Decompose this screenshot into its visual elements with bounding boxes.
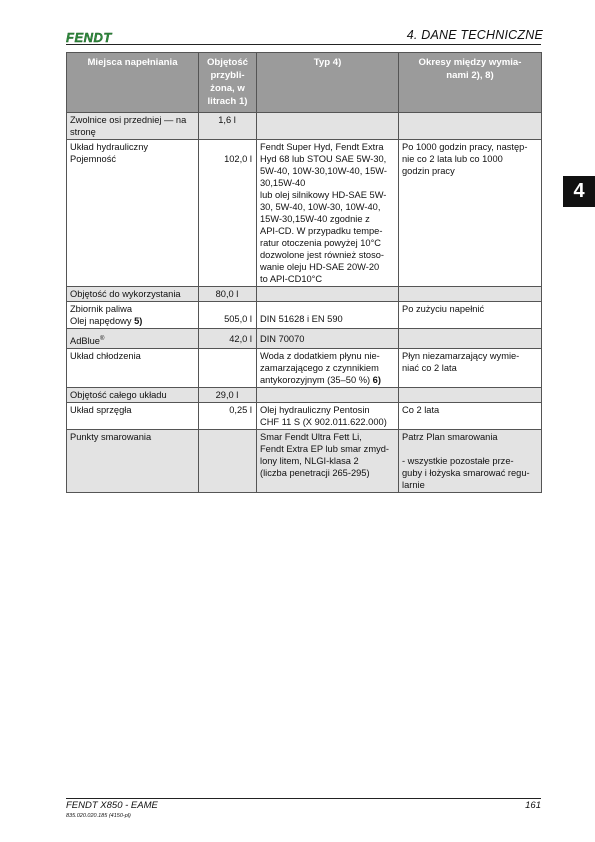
footer-model: FENDT X850 - EAME — [66, 800, 158, 811]
table-row — [67, 403, 542, 430]
logo-text: FENDT — [66, 30, 112, 44]
cell-type — [257, 349, 399, 388]
cell-place: Układ chłodzenia — [67, 349, 199, 388]
header-type: Typ 4) — [257, 53, 399, 113]
table-row — [67, 430, 542, 493]
cell-place: Zwolnice osi przedniej — na stronę — [67, 113, 199, 140]
cell-interval: Patrz Plan smarowania - wszystkie pozostałe prze- guby i łożyska smarować regu- larnie — [399, 430, 542, 493]
table-row — [67, 302, 542, 329]
cell-type — [257, 388, 399, 403]
cell-type: Olej hydrauliczny Pentosin CHF 11 S (X 902.011.622.000) — [257, 403, 399, 430]
footer-doc-code: 835.020.020.185 (4150-pl) — [66, 813, 131, 819]
cell-place: Układ hydrauliczny Pojemność — [67, 140, 199, 287]
cell-volume: 1,6 l — [199, 113, 257, 140]
cell-volume: 80,0 l — [199, 287, 257, 302]
table-row — [67, 140, 542, 287]
cell-volume — [199, 140, 257, 287]
cell-place: Objętość do wykorzystania — [67, 287, 199, 302]
cell-type: DIN 70070 — [257, 329, 399, 349]
header-volume: Objętość przybli- żona, w litrach 1) — [199, 53, 257, 113]
cell-interval — [399, 388, 542, 403]
cell-interval: Po zużyciu napełnić — [399, 302, 542, 329]
cell-type: Fendt Super Hyd, Fendt Extra Hyd 68 lub STOU SAE 5W-30, 5W-40, 10W-30,10W-40, 15W- 30,15W-40 lub olej silnikowy HD-SAE 5W- 30, 5W-40, 10W-30, 10W-40, 15W-30,15W-40 zgodnie z API-CD. W przypadku tempe- ratur otoczenia powyżej 10°C dozwolone jest również stoso- wanie oleju HD-SAE 20W-20 to API-CD10°C — [257, 140, 399, 287]
type-text: Woda z dodatkiem płynu nie- zamarzającego z czynnikiem antykorozyjnym (35–50 %) — [260, 351, 380, 386]
fendt-logo — [66, 30, 122, 44]
fill-capacities-table — [66, 52, 542, 493]
place-text: AdBlue — [70, 336, 100, 347]
cell-place: Układ sprzęgła — [67, 403, 199, 430]
cell-interval — [399, 113, 542, 140]
cell-volume: 42,0 l — [199, 329, 257, 349]
page-number: 161 — [525, 800, 541, 811]
footer-divider — [66, 798, 541, 799]
table-row — [67, 349, 542, 388]
table-row — [67, 287, 542, 302]
table-row — [67, 113, 542, 140]
cell-interval — [399, 329, 542, 349]
cell-type: DIN 51628 i EN 590 — [257, 302, 399, 329]
cell-interval: Płyn niezamarzający wymie- niać co 2 lata — [399, 349, 542, 388]
cell-interval: Co 2 lata — [399, 403, 542, 430]
table-row — [67, 388, 542, 403]
header-interval: Okresy między wymia- nami 2), 8) — [399, 53, 542, 113]
footnote-ref: 6) — [372, 375, 381, 386]
cell-volume: 29,0 l — [199, 388, 257, 403]
cell-place — [67, 329, 199, 349]
cell-volume: 0,25 l — [199, 403, 257, 430]
cell-volume — [199, 349, 257, 388]
table-header-row — [67, 53, 542, 113]
cell-place: Punkty smarowania — [67, 430, 199, 493]
cell-interval — [399, 287, 542, 302]
volume-value: 102,0 l — [224, 154, 252, 164]
cell-type — [257, 113, 399, 140]
cell-type — [257, 287, 399, 302]
table-row — [67, 329, 542, 349]
cell-volume: 505,0 l — [199, 302, 257, 329]
section-title: 4. DANE TECHNICZNE — [406, 28, 543, 42]
cell-type: Smar Fendt Ultra Fett Li, Fendt Extra EP lub smar zmyd- lony litem, NLGI-klasa 2 (liczba penetracji 265-295) — [257, 430, 399, 493]
chapter-tab: 4 — [563, 176, 595, 207]
cell-volume — [199, 430, 257, 493]
cell-place: Objętość całego układu — [67, 388, 199, 403]
cell-place — [67, 302, 199, 329]
place-text: Zbiornik paliwa Olej napędowy — [70, 304, 133, 326]
header-divider — [66, 44, 541, 45]
footnote-ref: 5) — [134, 316, 143, 326]
cell-interval: Po 1000 godzin pracy, następ- nie co 2 lata lub co 1000 godzin pracy — [399, 140, 542, 287]
header-place: Miejsca napełniania — [67, 53, 199, 113]
registered-mark: ® — [99, 336, 105, 342]
